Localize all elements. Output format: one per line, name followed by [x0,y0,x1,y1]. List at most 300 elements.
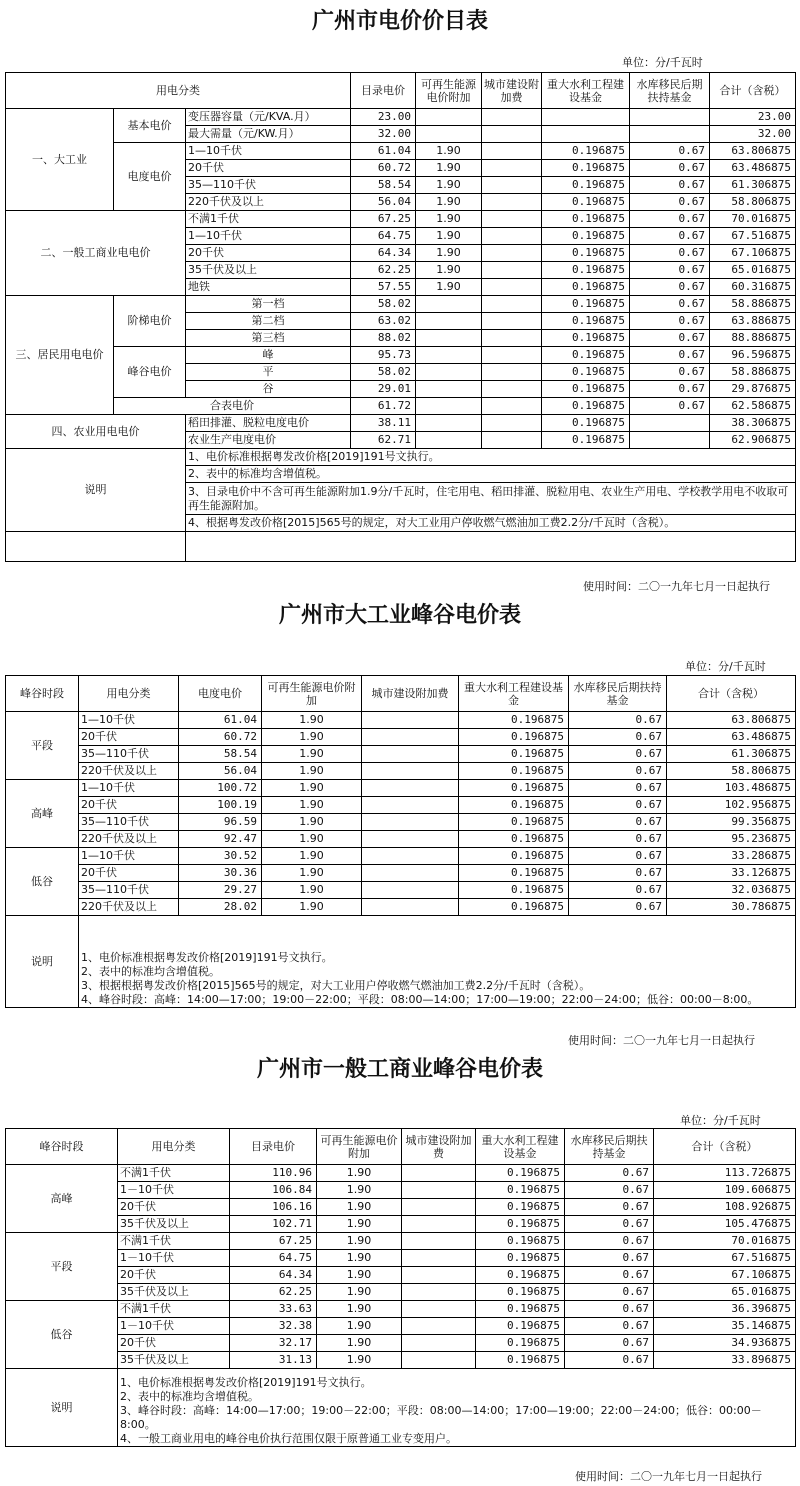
reservoir-fund-cell: 0.67 [565,1301,654,1318]
price-cell: 100.19 [179,797,262,814]
water-fund-cell: 0.196875 [459,865,569,882]
reservoir-fund-cell: 0.67 [565,1352,654,1369]
water-fund-cell: 0.196875 [476,1267,565,1284]
category-label: 20千伏 [79,797,179,814]
category-label: 20千伏 [79,729,179,746]
city-surcharge-cell [362,763,459,780]
total-cell: 65.016875 [710,262,796,279]
renewable-cell: 1.90 [262,899,362,916]
reservoir-fund-cell: 0.67 [630,313,710,330]
category-label: 20千伏 [186,160,351,177]
header-reservoir-fund: 水库移民后期扶持基金 [630,73,710,109]
water-fund-cell [542,126,630,143]
price-cell: 106.16 [230,1199,317,1216]
category-label: 220千伏及以上 [79,763,179,780]
city-surcharge-cell [402,1318,476,1335]
note-item: 2、表中的标准均含增值税。 [81,965,220,978]
renewable-cell: 1.90 [262,882,362,899]
reservoir-fund-cell: 0.67 [565,1318,654,1335]
total-cell: 23.00 [710,109,796,126]
table-row [6,797,796,814]
table-row [6,143,796,160]
period-label: 低谷 [6,848,79,916]
price-cell: 32.17 [230,1335,317,1352]
price-cell: 30.52 [179,848,262,865]
price-cell: 63.02 [351,313,416,330]
category-label: 20千伏 [118,1199,230,1216]
reservoir-fund-cell [630,415,710,432]
city-surcharge-cell [482,160,542,177]
city-surcharge-cell [362,848,459,865]
price-cell: 64.75 [351,228,416,245]
renewable-cell [416,313,482,330]
reservoir-fund-cell: 0.67 [565,1267,654,1284]
notes-label: 说明 [6,449,186,532]
total-cell: 60.316875 [710,279,796,296]
total-cell: 58.806875 [667,763,796,780]
renewable-cell [416,364,482,381]
reservoir-fund-cell: 0.67 [565,1216,654,1233]
category-label: 220千伏及以上 [79,899,179,916]
city-surcharge-cell [402,1199,476,1216]
table1-header-row [6,73,796,109]
table-row [6,746,796,763]
renewable-cell: 1.90 [317,1250,402,1267]
total-cell: 61.306875 [667,746,796,763]
category-label: 合表电价 [114,398,351,415]
header-city-surcharge: 城市建设附加费 [402,1129,476,1165]
total-cell: 58.806875 [710,194,796,211]
header-reservoir-fund: 水库移民后期扶持基金 [569,676,667,712]
reservoir-fund-cell: 0.67 [569,848,667,865]
category-label: 20千伏 [118,1267,230,1284]
city-surcharge-cell [402,1233,476,1250]
category-label: 不满1千伏 [186,211,351,228]
water-fund-cell: 0.196875 [476,1335,565,1352]
category-label: 第三档 [186,330,351,347]
water-fund-cell: 0.196875 [542,398,630,415]
price-cell: 58.54 [351,177,416,194]
city-surcharge-cell [362,712,459,729]
renewable-cell [416,398,482,415]
renewable-cell [416,381,482,398]
period-label: 平段 [6,712,79,780]
category-label: 35千伏及以上 [118,1352,230,1369]
category-label: 35—110千伏 [79,814,179,831]
reservoir-fund-cell: 0.67 [569,780,667,797]
price-cell: 67.25 [351,211,416,228]
table-row [6,1284,796,1301]
water-fund-cell: 0.196875 [459,882,569,899]
table-row [6,1267,796,1284]
group-agricultural: 四、农业用电电价 [6,415,186,449]
renewable-cell [416,296,482,313]
table-row [6,109,796,126]
city-surcharge-cell [482,245,542,262]
price-cell: 60.72 [351,160,416,177]
city-surcharge-cell [402,1335,476,1352]
reservoir-fund-cell: 0.67 [630,364,710,381]
table-row [6,347,796,364]
reservoir-fund-cell: 0.67 [630,228,710,245]
notes-row [6,449,796,466]
price-cell: 100.72 [179,780,262,797]
header-energy-price: 电度电价 [179,676,262,712]
total-cell: 34.936875 [654,1335,796,1352]
category-label: 1－10千伏 [118,1250,230,1267]
header-water-fund: 重大水利工程建设基金 [542,73,630,109]
total-cell: 95.236875 [667,831,796,848]
total-cell: 63.886875 [710,313,796,330]
category-label: 第二档 [186,313,351,330]
table-row [6,763,796,780]
price-cell: 88.02 [351,330,416,347]
table-row [6,1250,796,1267]
price-cell: 60.72 [179,729,262,746]
group-general-commercial: 二、一般工商业电电价 [6,211,186,296]
total-cell: 29.876875 [710,381,796,398]
price-cell: 61.72 [351,398,416,415]
period-label: 平段 [6,1233,118,1301]
category-label: 稻田排灌、脱粒电度电价 [186,415,351,432]
group-residential: 三、居民用电电价 [6,296,114,415]
city-surcharge-cell [362,729,459,746]
total-cell: 67.516875 [654,1250,796,1267]
category-label: 220千伏及以上 [79,831,179,848]
category-label: 平 [186,364,351,381]
price-cell: 102.71 [230,1216,317,1233]
note-item: 1、电价标准根据粤发改价格[2019]191号文执行。 [186,449,796,466]
header-renewable: 可再生能源电价附加 [416,73,482,109]
category-label: 1—10千伏 [186,228,351,245]
table1-title: 广州市电价价目表 [311,8,488,34]
category-label: 农业生产电度电价 [186,432,351,449]
city-surcharge-cell [482,126,542,143]
total-cell: 63.486875 [667,729,796,746]
water-fund-cell: 0.196875 [459,797,569,814]
reservoir-fund-cell: 0.67 [630,398,710,415]
total-cell: 58.886875 [710,296,796,313]
price-cell: 106.84 [230,1182,317,1199]
table-row [6,1335,796,1352]
total-cell: 99.356875 [667,814,796,831]
total-cell: 103.486875 [667,780,796,797]
notes-row [6,1369,796,1447]
total-cell: 105.476875 [654,1216,796,1233]
total-cell: 58.886875 [710,364,796,381]
price-cell: 31.13 [230,1352,317,1369]
table-row [6,848,796,865]
category-label: 1—10千伏 [186,143,351,160]
renewable-cell [416,347,482,364]
table-row [6,865,796,882]
table-row [6,1199,796,1216]
reservoir-fund-cell: 0.67 [569,763,667,780]
price-cell: 56.04 [351,194,416,211]
price-cell: 58.02 [351,296,416,313]
total-cell: 63.486875 [710,160,796,177]
category-label: 35千伏及以上 [186,262,351,279]
city-surcharge-cell [362,746,459,763]
reservoir-fund-cell: 0.67 [569,865,667,882]
header-category: 用电分类 [6,73,351,109]
category-label: 不满1千伏 [118,1301,230,1318]
renewable-cell: 1.90 [317,1352,402,1369]
city-surcharge-cell [402,1352,476,1369]
header-water-fund: 重大水利工程建设基金 [476,1129,565,1165]
table2-header-row [6,676,796,712]
renewable-cell: 1.90 [262,797,362,814]
header-city-surcharge: 城市建设附加费 [362,676,459,712]
table1-unit: 单位：分/千瓦时 [622,56,703,69]
reservoir-fund-cell: 0.67 [630,347,710,364]
reservoir-fund-cell: 0.67 [565,1335,654,1352]
renewable-cell: 1.90 [262,780,362,797]
price-cell: 56.04 [179,763,262,780]
renewable-cell: 1.90 [317,1233,402,1250]
renewable-cell: 1.90 [317,1301,402,1318]
category-label: 220千伏及以上 [186,194,351,211]
table1-price-list [5,72,796,562]
note-item: 3、峰谷时段：高峰：14:00—17:00；19:00－22:00；平段：08:00—14:00；17:00—19:00；22:00－24:00；低谷：00:00－8:00。 [120,1404,762,1431]
price-cell: 58.54 [179,746,262,763]
city-surcharge-cell [482,330,542,347]
table-row [6,814,796,831]
category-label: 1—10千伏 [79,848,179,865]
table-row [6,1165,796,1182]
total-cell: 32.036875 [667,882,796,899]
reservoir-fund-cell: 0.67 [569,814,667,831]
water-fund-cell: 0.196875 [542,313,630,330]
table3-commercial-tou [5,1128,796,1447]
category-label: 最大需量（元/KW.月） [186,126,351,143]
city-surcharge-cell [402,1182,476,1199]
header-total: 合计（含税） [710,73,796,109]
reservoir-fund-cell: 0.67 [630,245,710,262]
city-surcharge-cell [482,364,542,381]
price-cell: 23.00 [351,109,416,126]
water-fund-cell: 0.196875 [542,415,630,432]
reservoir-fund-cell: 0.67 [630,381,710,398]
header-renewable: 可再生能源电价附加 [262,676,362,712]
renewable-cell: 1.90 [262,831,362,848]
total-cell: 88.886875 [710,330,796,347]
renewable-cell: 1.90 [317,1165,402,1182]
city-surcharge-cell [362,899,459,916]
total-cell: 35.146875 [654,1318,796,1335]
subgroup-energy-price: 电度电价 [114,143,186,211]
water-fund-cell: 0.196875 [542,296,630,313]
header-catalog-price: 目录电价 [351,73,416,109]
table-row [6,1233,796,1250]
reservoir-fund-cell: 0.67 [569,729,667,746]
water-fund-cell: 0.196875 [542,245,630,262]
water-fund-cell: 0.196875 [542,364,630,381]
renewable-cell: 1.90 [317,1216,402,1233]
price-cell: 61.04 [351,143,416,160]
table-row [6,211,796,228]
note-item: 2、表中的标准均含增值税。 [120,1390,259,1403]
city-surcharge-cell [482,279,542,296]
renewable-cell: 1.90 [416,160,482,177]
water-fund-cell: 0.196875 [542,228,630,245]
total-cell: 36.396875 [654,1301,796,1318]
note-item: 3、目录电价中不含可再生能源附加1.9分/千瓦时，住宅用电、稻田排灌、脱粒用电、农业生产用电、学校教学用电不收取可再生能源附加。 [186,483,796,515]
table3-usage-date: 使用时间：二〇一九年七月一日起执行 [575,1470,762,1483]
water-fund-cell [542,109,630,126]
total-cell: 70.016875 [654,1233,796,1250]
city-surcharge-cell [482,143,542,160]
water-fund-cell: 0.196875 [476,1250,565,1267]
city-surcharge-cell [482,262,542,279]
total-cell: 33.896875 [654,1352,796,1369]
renewable-cell: 1.90 [262,763,362,780]
city-surcharge-cell [482,432,542,449]
renewable-cell: 1.90 [416,262,482,279]
category-label: 35—110千伏 [79,746,179,763]
city-surcharge-cell [362,780,459,797]
total-cell: 108.926875 [654,1199,796,1216]
renewable-cell: 1.90 [317,1199,402,1216]
total-cell: 33.286875 [667,848,796,865]
renewable-cell: 1.90 [317,1335,402,1352]
city-surcharge-cell [402,1165,476,1182]
water-fund-cell: 0.196875 [476,1301,565,1318]
renewable-cell: 1.90 [416,177,482,194]
total-cell: 30.786875 [667,899,796,916]
table3-unit: 单位：分/千瓦时 [680,1114,761,1127]
notes-cell [118,1369,796,1447]
city-surcharge-cell [362,865,459,882]
reservoir-fund-cell: 0.67 [630,177,710,194]
city-surcharge-cell [482,177,542,194]
table-row [6,398,796,415]
price-cell: 29.01 [351,381,416,398]
water-fund-cell: 0.196875 [476,1284,565,1301]
reservoir-fund-cell: 0.67 [630,143,710,160]
table2-body [6,712,796,1008]
header-reservoir-fund: 水库移民后期扶持基金 [565,1129,654,1165]
table-row [6,296,796,313]
water-fund-cell: 0.196875 [476,1182,565,1199]
category-label: 35—110千伏 [186,177,351,194]
water-fund-cell: 0.196875 [476,1352,565,1369]
table2-unit: 单位：分/千瓦时 [685,660,766,673]
table-row [6,1182,796,1199]
reservoir-fund-cell: 0.67 [565,1233,654,1250]
renewable-cell: 1.90 [416,194,482,211]
water-fund-cell: 0.196875 [476,1233,565,1250]
reservoir-fund-cell: 0.67 [630,330,710,347]
reservoir-fund-cell: 0.67 [569,899,667,916]
category-label: 1－10千伏 [118,1318,230,1335]
category-label: 地铁 [186,279,351,296]
city-surcharge-cell [482,415,542,432]
table-row [6,1352,796,1369]
water-fund-cell: 0.196875 [542,262,630,279]
reservoir-fund-cell: 0.67 [565,1250,654,1267]
subgroup-tiered-price: 阶梯电价 [114,296,186,347]
period-label: 低谷 [6,1301,118,1369]
total-cell: 65.016875 [654,1284,796,1301]
price-cell: 92.47 [179,831,262,848]
renewable-cell: 1.90 [262,729,362,746]
water-fund-cell: 0.196875 [542,381,630,398]
category-label: 变压器容量（元/KVA.月） [186,109,351,126]
total-cell: 33.126875 [667,865,796,882]
reservoir-fund-cell: 0.67 [569,831,667,848]
header-total: 合计（含税） [654,1129,796,1165]
city-surcharge-cell [362,882,459,899]
category-label: 1－10千伏 [118,1182,230,1199]
price-cell: 95.73 [351,347,416,364]
city-surcharge-cell [362,814,459,831]
price-cell: 57.55 [351,279,416,296]
header-renewable: 可再生能源电价附加 [317,1129,402,1165]
period-label: 高峰 [6,780,79,848]
total-cell: 96.596875 [710,347,796,364]
category-label: 不满1千伏 [118,1233,230,1250]
reservoir-fund-cell: 0.67 [569,882,667,899]
renewable-cell: 1.90 [262,814,362,831]
header-period: 峰谷时段 [6,1129,118,1165]
total-cell: 61.306875 [710,177,796,194]
total-cell: 63.806875 [710,143,796,160]
price-cell: 110.96 [230,1165,317,1182]
empty-cell [6,532,186,562]
subgroup-tou-price: 峰谷电价 [114,347,186,398]
note-item: 1、电价标准根据粤发改价格[2019]191号文执行。 [81,951,333,964]
group-large-industry: 一、大工业 [6,109,114,211]
water-fund-cell: 0.196875 [476,1318,565,1335]
price-cell: 62.25 [230,1284,317,1301]
city-surcharge-cell [362,797,459,814]
renewable-cell: 1.90 [416,143,482,160]
price-cell: 38.11 [351,415,416,432]
renewable-cell: 1.90 [317,1284,402,1301]
category-label: 峰 [186,347,351,364]
reservoir-fund-cell: 0.67 [565,1284,654,1301]
table1-body [6,109,796,562]
header-category: 用电分类 [118,1129,230,1165]
water-fund-cell: 0.196875 [542,330,630,347]
renewable-cell [416,415,482,432]
total-cell: 70.016875 [710,211,796,228]
category-label: 1—10千伏 [79,712,179,729]
note-item: 4、根据粤发改价格[2015]565号的规定，对大工业用户停收燃气燃油加工费2.2分/千瓦时（含税）。 [186,515,796,532]
table-row [6,729,796,746]
note-item: 1、电价标准根据粤发改价格[2019]191号文执行。 [120,1376,372,1389]
total-cell: 32.00 [710,126,796,143]
reservoir-fund-cell: 0.67 [565,1182,654,1199]
header-total: 合计（含税） [667,676,796,712]
category-label: 第一档 [186,296,351,313]
price-cell: 33.63 [230,1301,317,1318]
city-surcharge-cell [482,313,542,330]
period-label: 高峰 [6,1165,118,1233]
renewable-cell: 1.90 [317,1318,402,1335]
renewable-cell [416,126,482,143]
notes-row [6,916,796,1008]
water-fund-cell: 0.196875 [542,347,630,364]
water-fund-cell: 0.196875 [459,712,569,729]
price-cell: 62.25 [351,262,416,279]
note-item: 2、表中的标准均含增值税。 [186,466,796,483]
category-label: 谷 [186,381,351,398]
reservoir-fund-cell: 0.67 [630,211,710,228]
price-cell: 96.59 [179,814,262,831]
total-cell: 113.726875 [654,1165,796,1182]
